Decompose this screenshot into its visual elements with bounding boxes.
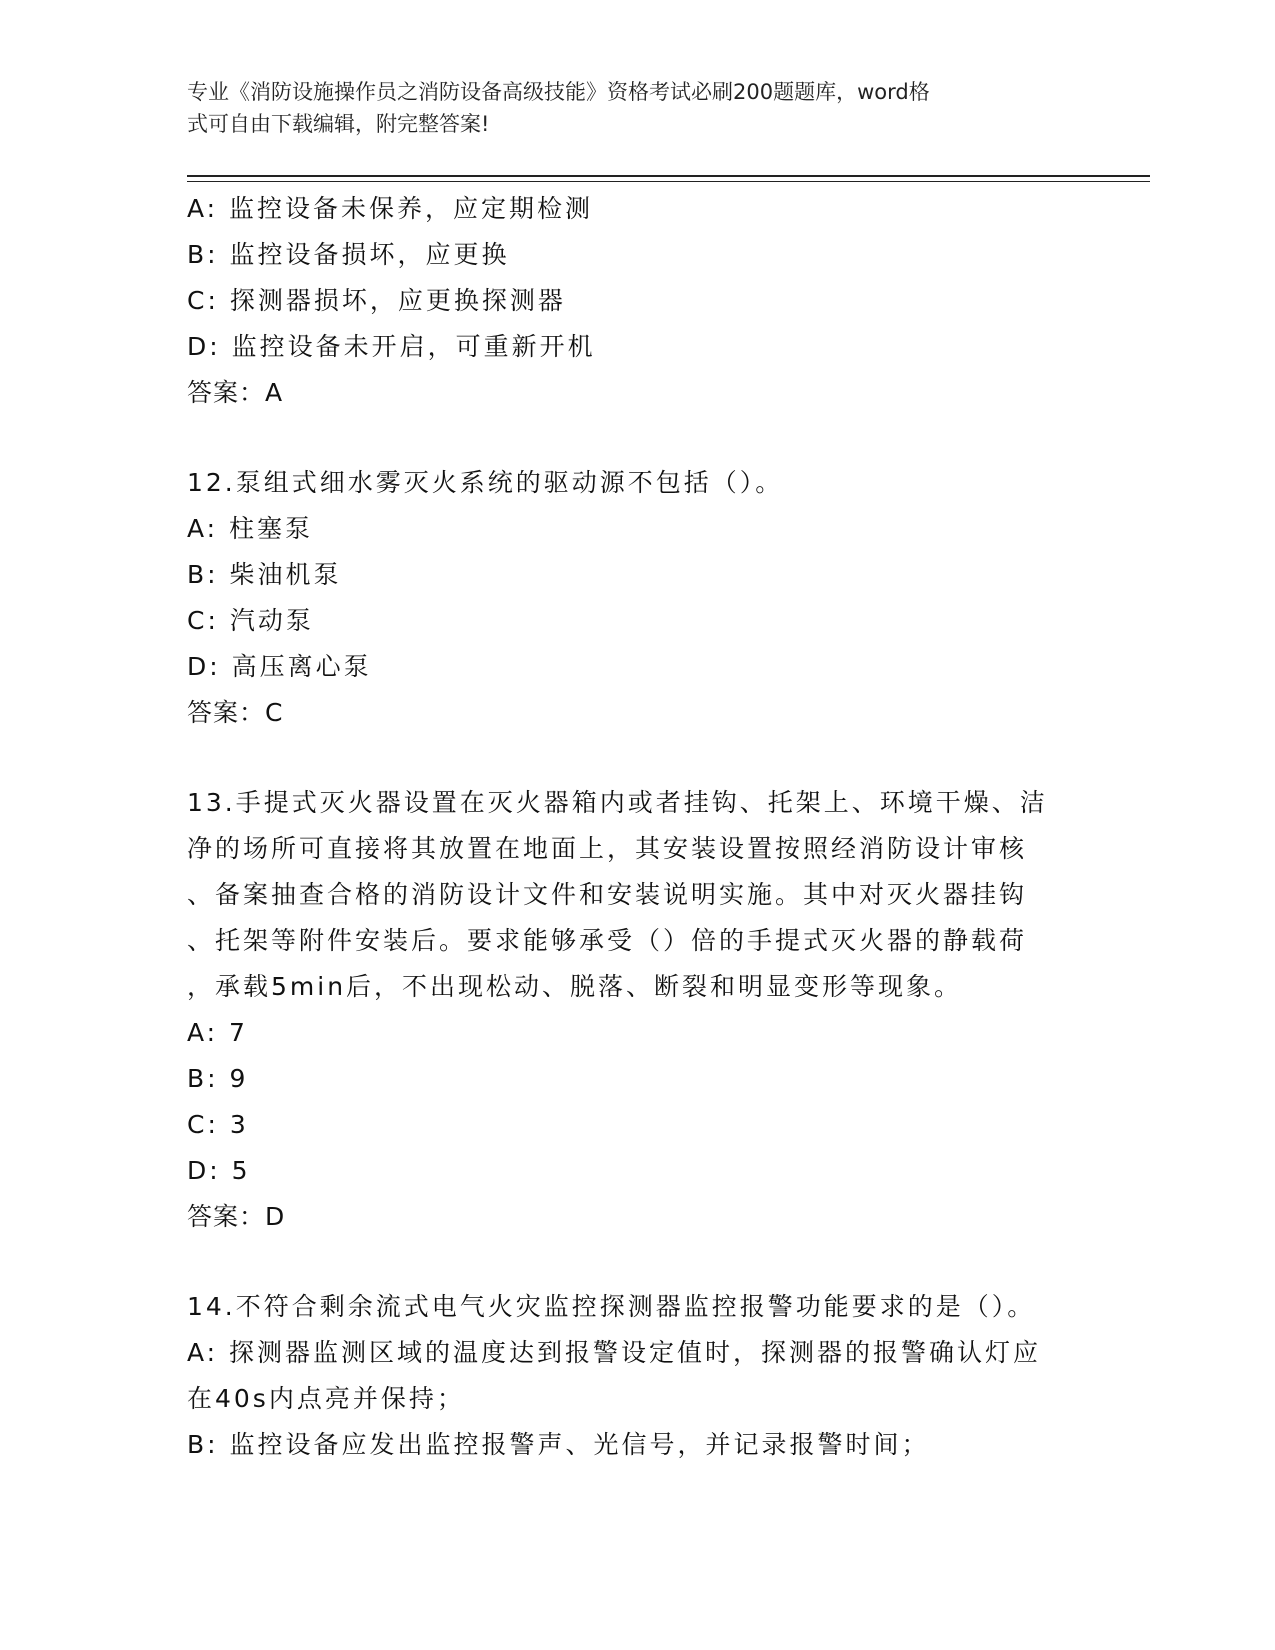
option-b: B: 监控设备应发出监控报警声、光信号，并记录报警时间； [187, 1430, 930, 1459]
option-b: B: 9 [187, 1064, 249, 1093]
question-text-line: 、托架等附件安装后。要求能够承受（）倍的手提式灭火器的静载荷 [187, 926, 1028, 955]
option-b: B: 监控设备损坏，应更换 [187, 240, 510, 269]
option-d: D: 监控设备未开启，可重新开机 [187, 332, 596, 361]
header-line-2: 式可自由下载编辑，附完整答案! [187, 112, 490, 136]
question-12 [187, 460, 1087, 736]
option-d: D: 5 [187, 1156, 251, 1185]
answer: 答案：A [187, 378, 284, 407]
answer: 答案：C [187, 698, 284, 727]
option-a: A: 探测器监测区域的温度达到报警设定值时，探测器的报警确认灯应 [187, 1338, 1042, 1367]
question-13 [187, 780, 1087, 1240]
question-text: 14.不符合剩余流式电气火灾监控探测器监控报警功能要求的是（）。 [187, 1292, 1036, 1321]
option-a: A: 监控设备未保养，应定期检测 [187, 194, 594, 223]
question-text-line: 13.手提式灭火器设置在灭火器箱内或者挂钩、托架上、环境干燥、洁 [187, 788, 1048, 817]
question-text-line: 、备案抽查合格的消防设计文件和安装说明实施。其中对灭火器挂钩 [187, 880, 1028, 909]
answer: 答案：D [187, 1202, 286, 1231]
option-c: C: 3 [187, 1110, 249, 1139]
option-a: A: 柱塞泵 [187, 514, 314, 543]
question-14 [187, 1284, 1087, 1468]
question-list [187, 186, 1087, 1468]
option-d: D: 高压离心泵 [187, 652, 372, 681]
option-b: B: 柴油机泵 [187, 560, 342, 589]
option-a-continued: 在40s内点亮并保持； [187, 1384, 465, 1413]
question-11 [187, 186, 1087, 416]
option-c: C: 探测器损坏，应更换探测器 [187, 286, 566, 315]
header-rule-thin [187, 181, 1150, 182]
question-text: 12.泵组式细水雾灭火系统的驱动源不包括（）。 [187, 468, 784, 497]
question-text-line: ，承载5min后，不出现松动、脱落、断裂和明显变形等现象。 [187, 972, 963, 1001]
document-header [187, 76, 1067, 140]
question-text-line: 净的场所可直接将其放置在地面上，其安装设置按照经消防设计审核 [187, 834, 1028, 863]
header-line-1: 专业《消防设施操作员之消防设备高级技能》资格考试必刷200题题库，word格 [187, 80, 930, 104]
option-c: C: 汽动泵 [187, 606, 314, 635]
header-rule-thick [187, 175, 1150, 177]
option-a: A: 7 [187, 1018, 248, 1047]
